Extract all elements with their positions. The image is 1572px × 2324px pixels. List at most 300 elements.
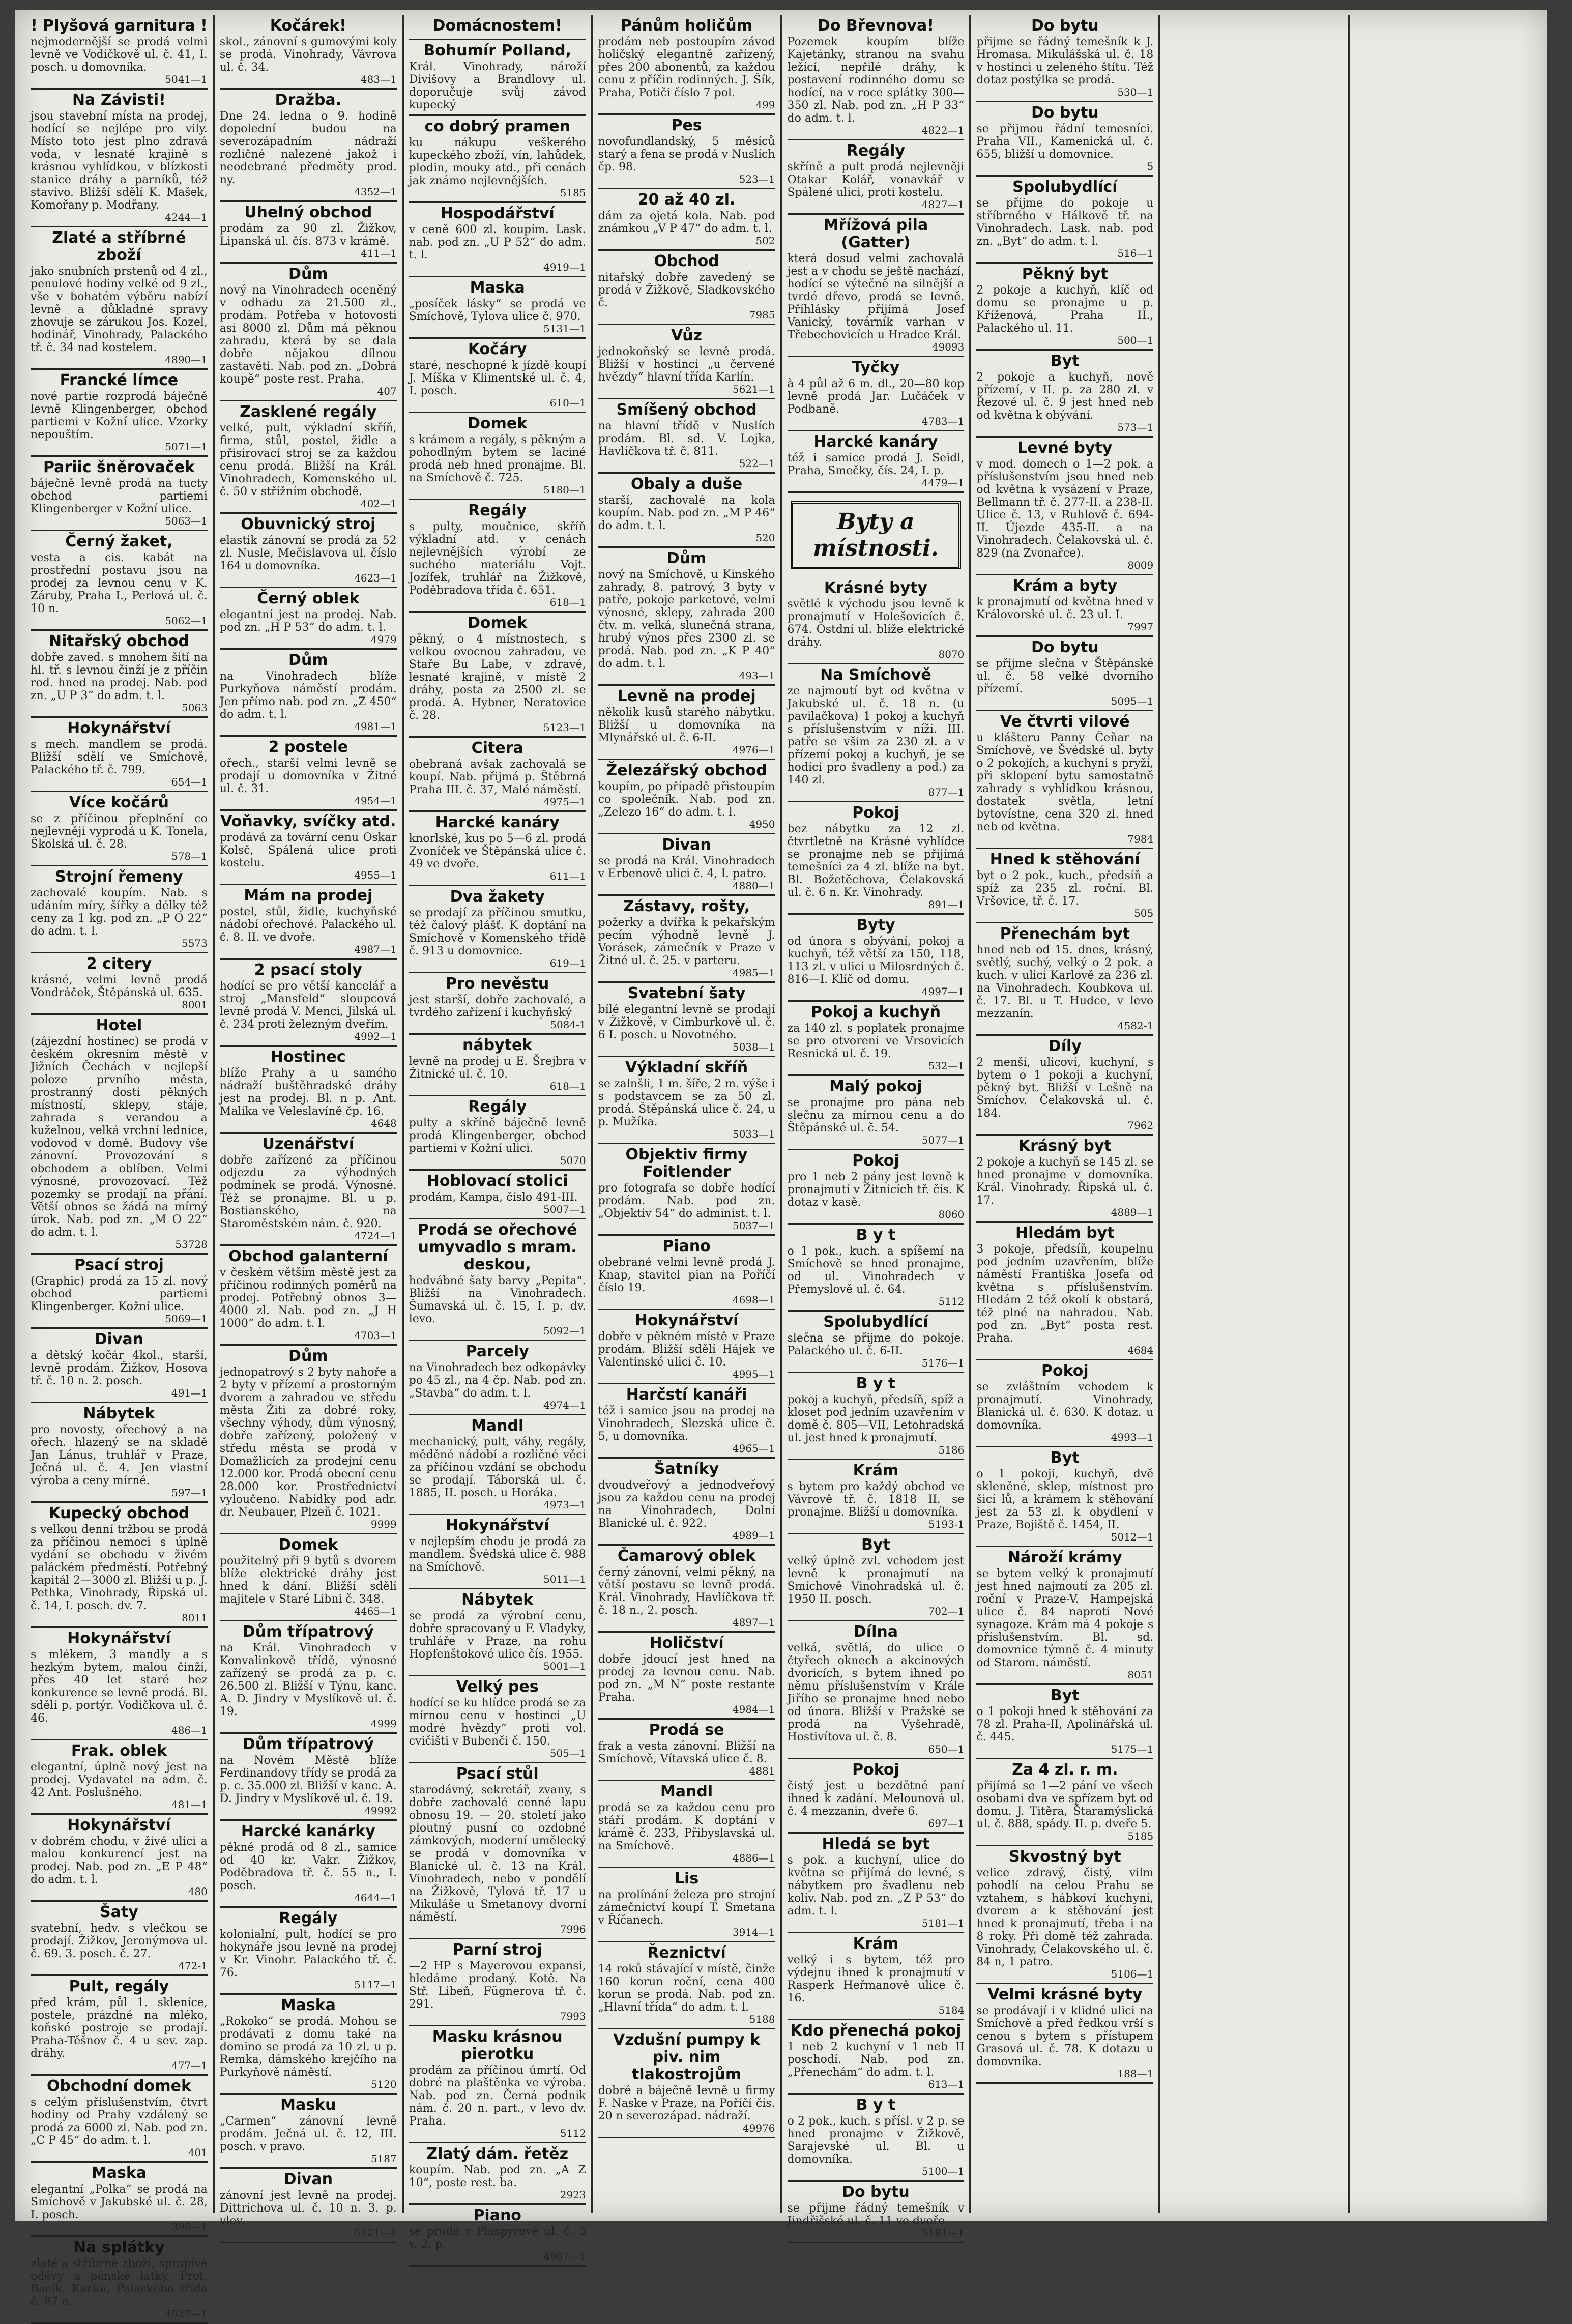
column-8	[1350, 15, 1539, 2213]
ad-reference-number: 5121—1	[354, 2227, 397, 2239]
ad-reference-number: 5033—1	[732, 1128, 775, 1140]
ad-reference-number: 4880—1	[732, 880, 775, 892]
classified-ad	[976, 264, 1153, 351]
ad-title: Dům třípatrový	[242, 1623, 374, 1641]
classified-ad	[788, 1076, 965, 1150]
ad-text: postel, stůl, židle, kuchyňské nádobí ořechové. Palackého ul. č. 8. II. ve dvoře.	[219, 906, 397, 944]
column-6	[971, 15, 1160, 2213]
ad-reference-number: 5621—1	[732, 383, 775, 395]
ad-reference-number: 5077—1	[921, 1134, 965, 1146]
ad-text: se z příčinou přeplnění co nejlevněji vyprodá u K. Tonela, Školská ul. č. 28.	[31, 812, 208, 851]
ad-text: „posíček lásky“ se prodá ve Smíchově, Tylova ulice č. 970.	[409, 298, 586, 323]
classified-ad	[31, 1255, 208, 1329]
ad-reference-number: 5193-1	[928, 1518, 965, 1530]
classified-ad	[409, 413, 586, 500]
ad-reference-number: 523—1	[739, 173, 775, 185]
ad-text: novofundlandský, 5 měsíců starý a fena se prodá v Nuslích čp. 98.	[598, 135, 775, 173]
ad-title: Krám a byty	[1012, 577, 1118, 595]
ad-reference-number: 8011	[181, 1612, 208, 1624]
ad-reference-number: 480	[188, 1885, 208, 1898]
ad-text: se zalnšli, 1 m. šíře, 2 m. výše i s podstavcem se za 50 zl. prodá. Štěpánská ulice č. 24, u p. Mužíka.	[598, 1078, 775, 1128]
classified-ad	[598, 548, 775, 686]
classified-ad	[598, 1057, 775, 1144]
column-4	[593, 15, 782, 2213]
ad-title: Harcké kanárky	[241, 1822, 375, 1840]
classified-ad	[976, 15, 1153, 102]
ad-title: Divan	[662, 836, 711, 854]
ad-title: Více kočárů	[69, 794, 169, 811]
ad-title: Frak. oblek	[71, 1742, 167, 1760]
ad-title: B y t	[856, 2096, 896, 2114]
classified-ad	[976, 1685, 1153, 1759]
ad-reference-number: 5038—1	[732, 1041, 775, 1053]
ad-reference-number: 8070	[938, 648, 965, 660]
ad-title: Díly	[1048, 1037, 1082, 1055]
ad-text: Král. Vinohrady, nároží Divišovy a Brandlovy ul. doporučuje svůj závod kupecký	[409, 61, 586, 111]
ad-title: Zlatý dám. řetěz	[426, 2145, 569, 2163]
classified-ad	[220, 1821, 397, 1908]
ad-reference-number: 49976	[742, 2122, 775, 2134]
ad-reference-number: 618—1	[549, 596, 586, 608]
ad-text: prodám za 90 zl. Žižkov, Lipanská ul. čís. 873 v krámě.	[219, 222, 397, 248]
ad-text: prodává za tovární cenu Oskar Kolsč, Spálená ulice proti kostelu.	[219, 831, 397, 869]
classified-ad	[220, 1734, 397, 1821]
ad-text: se prodá za výrobní cenu, dobře spracovaný u F. Vladyky, truhláře v Praze, na rohu Hopfenštokové ulice čís. 1955.	[409, 1610, 586, 1661]
ad-reference-number: 5041—1	[165, 73, 208, 85]
classified-ad	[788, 1834, 965, 1933]
ad-reference-number: 4724—1	[354, 1230, 397, 1242]
ad-title: Masku krásnou pierotku	[432, 2028, 563, 2063]
ad-title: Citera	[471, 739, 523, 757]
ad-title: 2 postele	[268, 738, 348, 756]
ad-text: jako snubních prstenů od 4 zl., penulové hodiny velké od 9 zl., vše v bohatém výběru nabízí levně a důkladné spravy zhovuje se zárukou Jos. Kozel, hodinář, Vinohrady, Palackého tř. č. 34 nad kostelem.	[31, 265, 208, 354]
ad-reference-number: 619—1	[549, 957, 586, 969]
ad-title: Hotel	[96, 1016, 142, 1034]
ad-title: Byt	[1050, 1687, 1080, 1704]
ad-text: v dobrém chodu, v živé ulici a malou konkurencí jest na prodej. Nab. pod zn. „E P 48“ do adm. t. l.	[31, 1835, 208, 1886]
ad-title: Čamarový oblek	[617, 1547, 756, 1565]
ad-title: Za 4 zl. r. m.	[1012, 1761, 1118, 1779]
ad-title: Krám	[853, 1462, 899, 1479]
ad-title: Přenechám byt	[1000, 925, 1130, 943]
ad-text: na hlavní třídě v Nuslích prodám. Bl. sd. V. Lojka, Havlíčkova tř. č. 811.	[598, 420, 775, 458]
ad-text: v mod. domech o 1—2 pok. a příslušenstvím jsou hned neb od května k vysázení v Praze, Bellmann tř. č. 277-II. a 238-II. Ulice č. 13, v Ruhlově č. 694-II. Újezde 435-II. a na Vinohradech. Čelakovská ul. č. 829 (na Zvonařce).	[976, 458, 1154, 560]
ad-title: Strojní řemeny	[55, 868, 183, 886]
classified-ad	[220, 811, 397, 885]
ad-reference-number: 4479—1	[921, 477, 965, 489]
ad-text: se prodávají i v klidné ulici na Smíchově a před ředkou vrší s cenou s bytem s přístupem Grasová ul. č. 78. K dotazu u domovníka.	[976, 2005, 1154, 2068]
classified-ad	[788, 140, 965, 215]
ad-title: Krásný byt	[1018, 1137, 1112, 1155]
ad-title: Smíšený obchod	[616, 401, 757, 419]
ad-title: Nároží krámy	[1007, 1549, 1122, 1566]
ad-reference-number: 4987—1	[354, 943, 397, 955]
ad-title: Hostinec	[270, 1048, 346, 1066]
ad-text: dobře zařízené za příčinou odjezdu za výhodných podmínek se prodá. Výnosné. Též se pronajme. Bl. u p. Bostianského, na Staroměstském nám. č. 920.	[219, 1154, 397, 1230]
classified-ad	[31, 1015, 208, 1255]
ad-text: 1 neb 2 kuchyní v 1 neb II poschodí. Nab. pod zn. „Přenechám“ do adm. t. l.	[787, 2041, 965, 2079]
classified-ad	[598, 251, 775, 325]
ad-title: Svatební šaty	[627, 984, 746, 1002]
ad-reference-number: 516—1	[1117, 247, 1154, 259]
classified-ad	[409, 812, 586, 886]
ad-reference-number: 486—1	[171, 1724, 208, 1736]
ad-text: se pronajme pro pána neb slečnu za mírnou cenu a do Štěpánské ul. č. 54.	[787, 1096, 965, 1135]
ad-text: s pok. a kuchyní, ulice do května se přijímá do levné, s nábytkem pro švadlenu neb kolív. Nab. pod zn. „Z P 53“ do adm. t. l.	[787, 1854, 965, 1918]
ad-reference-number: 5062—1	[165, 615, 208, 627]
ad-reference-number: 5181—1	[921, 2227, 965, 2239]
ad-text: starší, zachovalé na kola koupím. Nab. pod zn. „M P 46“ do adm. t. l.	[598, 494, 775, 532]
classified-ad	[598, 399, 775, 474]
classified-ad	[31, 1815, 208, 1902]
classified-ad	[31, 1628, 208, 1740]
ad-reference-number: 7962	[1127, 1119, 1154, 1131]
ad-reference-number: 477—1	[171, 2059, 208, 2072]
ad-text: dám za ojetá kola. Nab. pod známkou „V P 47“ do adm. t. l.	[598, 210, 775, 235]
ad-text: o 2 pok., kuch. s přísl. v 2 p. se hned pronajme v Žižkově, Sarajevské ul. Bl. u domovníka.	[787, 2115, 965, 2166]
classified-ad	[976, 711, 1153, 849]
ad-title: nábytek	[462, 1036, 533, 1054]
ad-text: prodám, Kampa, číslo 491-III.	[409, 1191, 578, 1204]
ad-reference-number: 4989—1	[732, 1529, 775, 1542]
ad-text: hodící se ku hlídce prodá se za mírnou cenu v hostinci „U modré hvězdy“ proti vol. cvičišti v Bubenči č. 150.	[409, 1697, 586, 1748]
ad-reference-number: 5071—1	[165, 441, 208, 453]
classified-ad	[788, 1759, 965, 1834]
ad-reference-number: 4987—1	[543, 2250, 586, 2262]
ad-reference-number: 5120	[370, 2078, 397, 2090]
ad-title: Pokoj	[852, 804, 899, 822]
ad-title: Harcké kanáry	[435, 814, 560, 831]
ad-title: Regály	[468, 1098, 527, 1116]
ad-reference-number: 500—1	[1117, 334, 1154, 346]
classified-ad	[598, 1781, 775, 1868]
ad-reference-number: 401	[188, 2146, 208, 2159]
ad-reference-number: 481—1	[171, 1798, 208, 1811]
classified-ad	[409, 1341, 586, 1415]
ad-title: Hledá se byt	[822, 1835, 930, 1853]
ad-text: zánovní jest levně na prodej. Dittrichova ul. č. 10 n. 3. p. vlev.	[219, 2189, 397, 2227]
ad-title: Domek	[468, 415, 528, 432]
classified-ad	[409, 500, 586, 613]
ad-title: Černý oblek	[257, 590, 360, 607]
ad-text: s velkou denní tržbou se prodá za příčinou nemoci s úplně vydání se obchodu v živém paláckém předměstí. Potřebný kapitál 2—3000 zl. Bližší u p. J. Pethka, Vinohrady, Řipská ul. č. 14, I. posch. dv. 7.	[31, 1523, 208, 1612]
ad-reference-number: 8060	[938, 1208, 965, 1221]
ad-reference-number: 505	[1134, 907, 1154, 919]
ad-reference-number: 5131—1	[543, 323, 586, 335]
ad-reference-number: 5112	[560, 2127, 586, 2139]
ad-text: na Novém Městě blíže Ferdinandovy třídy se prodá za p. c. 35.000 zl. Bližší v kanc. A. D. Jindry v Myslíkově ul. č. 19.	[219, 1754, 397, 1805]
ad-text: dobře zaved. s mnohem šití na hl. tř. s levnou činží je z příčin rod. hned na prodej. Nab. pod zn. „U P 3“ do adm. t. l.	[31, 651, 208, 702]
ad-title: Pes	[671, 117, 702, 134]
ad-title: Dílna	[853, 1623, 898, 1641]
column-5	[782, 15, 972, 2239]
classified-ad	[31, 718, 208, 792]
ad-reference-number: 5573	[181, 937, 208, 949]
ad-reference-number: 4973—1	[543, 1499, 586, 1511]
classified-ad	[976, 351, 1153, 438]
classified-ad	[220, 650, 397, 737]
ad-text: „Carmen“ zánovní levně prodám. Ječná ul. č. 12, III. posch. v pravo.	[219, 2115, 397, 2153]
classified-ad	[220, 1047, 397, 1134]
ad-reference-number: 5037—1	[732, 1219, 775, 1232]
classified-ad	[976, 1984, 1153, 2084]
ad-reference-number: 4465—1	[354, 1605, 397, 1617]
classified-ad	[220, 1246, 397, 1346]
classified-ad	[409, 116, 586, 203]
ad-text: světlé k východu jsou levně k pronajmutí v Holešovicích č. 674. Ostdní ul. blíže elektrické dráhy.	[787, 598, 965, 649]
classified-ad	[788, 431, 965, 493]
ad-title: Objektiv firmy Foitlender	[625, 1146, 748, 1181]
ad-text: u klášteru Panny Čeňar na Smíchově, ve Švédské ul. byty o 2 pokojích, a kuchyni s pryží, při sklopení bytu samostatně zahrady s vyhlídkou krásnou, dostatek světla, letní bytovístne, cena 320 zl. hned neb od května.	[976, 732, 1154, 833]
ad-text: obebrané velmi levně prodá J. Knap, stavitel pian na Poříčí číslo 19.	[598, 1256, 775, 1294]
ad-title: ! Plyšová garnitura !	[31, 17, 208, 35]
ad-title: Psací stůl	[456, 1765, 539, 1783]
ad-title: B y t	[856, 1226, 896, 1244]
ad-reference-number: 8001	[181, 999, 208, 1011]
ad-text: à 4 půl až 6 m. dl., 20—80 kop levně prodá Jar. Lučáček v Podbaně.	[787, 377, 965, 416]
ad-reference-number: 5063	[181, 702, 208, 714]
ad-title: Nitařský obchod	[48, 632, 189, 650]
classified-ad	[598, 474, 775, 548]
ad-reference-number: 5070	[560, 1154, 586, 1167]
ad-text: vesta a cis. kabát na prostřední postavu jsou na prodej za levnou cenu v K. Záruby, Praha I., Perlová ul. č. 10 n.	[31, 551, 208, 615]
ad-text: 2 pokoje a kuchyň, klíč od domu se pronajme u p. Kříženová, Praha II., Palackého ul. 11.	[976, 284, 1154, 335]
ad-text: skol., zánovní s gumovými koly se prodá. Vinohrady, Vávrova ul. č. 34.	[219, 36, 397, 74]
ad-reference-number: 4527—1	[165, 2308, 208, 2320]
ad-reference-number: 702—1	[928, 1605, 965, 1617]
classified-ad	[409, 1415, 586, 1515]
ad-title: Do bytu	[1031, 638, 1099, 656]
ad-text: 14 roků stávající v místě, činže 160 korun roční, cena 400 korun se prodá. Nab. pod zn. „Hlavní třída“ do adm. t. l.	[598, 1963, 775, 2014]
classified-ad	[976, 1547, 1153, 1685]
ad-reference-number: 654—1	[171, 776, 208, 788]
ad-reference-number: 5012—1	[1111, 1531, 1154, 1543]
ad-text: prodá se za každou cenu pro stáří prodám. K doptání v krámě č. 233, Přibyslavská ul. na Smíchově.	[598, 1802, 775, 1852]
classified-ad	[598, 1720, 775, 1781]
classified-ad	[31, 90, 208, 227]
ad-title: Levně na prodej	[617, 687, 756, 705]
ad-title: Mám na prodej	[244, 887, 373, 905]
ad-text: v českém větším městě jest za příčinou rodinných poměrů na prodej. Potřebný obnos 3—4000 zl. Nab. pod zn. „J H 1000“ do adm. t. l.	[219, 1266, 397, 1330]
ad-reference-number: 4698—1	[732, 1294, 775, 1306]
ad-reference-number: 4703—1	[354, 1329, 397, 1342]
ad-title: Psací stroj	[74, 1256, 164, 1274]
ad-reference-number: 530—1	[1117, 86, 1154, 98]
classified-ad	[976, 1136, 1153, 1223]
ad-reference-number: 5184	[938, 2004, 965, 2016]
ad-title: Maska	[470, 279, 525, 297]
ad-title: Dům třípatrový	[242, 1735, 374, 1753]
ad-text: k pronajmutí od května hned v Královorské ul. č. 23 ul. I.	[976, 596, 1154, 621]
ad-title: Malý pokoj	[829, 1078, 922, 1095]
ad-title: Maska	[91, 2164, 147, 2182]
ad-reference-number: 493—1	[739, 670, 775, 682]
classified-ad	[220, 202, 397, 264]
classified-ad	[409, 1939, 586, 2026]
ad-text: se prodá na Král. Vinohradech v Erbenově ulici č. 4, I. patro.	[598, 855, 775, 880]
classified-ad	[409, 973, 586, 1035]
ad-reference-number: 697—1	[928, 1817, 965, 1829]
ad-reference-number: 4997—1	[921, 985, 965, 998]
ad-title: Pariic šněrovaček	[43, 458, 195, 476]
ad-text: čistý jest u bezdětné paní ihned k zadání. Melounová ul. č. 4 mezzanin, dveře 6.	[787, 1780, 965, 1818]
ad-title: Dům	[288, 265, 328, 283]
ad-title: Harcké kanáry	[813, 433, 938, 451]
ad-title: Bohumír Polland,	[423, 42, 571, 60]
ad-text: ze najmoutí byt od května v Jakubské ul. č. 18 n. (u pavilačkova) 1 pokoj a kuchyň s příslušenstvím v níži. III. patře se všim za 230 zl. a v přízemí pokoj a kuchyň, je se hodící pro švadleny a pod.) za 140 zl.	[787, 685, 965, 787]
classified-ad	[788, 1225, 965, 1312]
classified-ad	[31, 792, 208, 866]
ad-title: Domek	[468, 614, 528, 632]
ad-text: slečna se přijme do pokoje. Palackého ul. č. 6-II.	[787, 1332, 965, 1357]
ad-title: co dobrý pramen	[424, 118, 571, 135]
ad-reference-number: 4822—1	[921, 124, 965, 136]
ad-reference-number: 611—1	[549, 870, 586, 882]
ad-text: pěkný, o 4 místnostech, s velkou ovocnou zahradou, ve Staře Bu Labe, v zdravé, lesnaté krajině, v místě 2 dráhy, posta za 2500 zl. se prodá. A. Hybner, Neratovice č. 28.	[409, 633, 586, 722]
ad-text: se prodá v Plaspyrově ul. č. 5 v. 2. p.	[409, 2225, 586, 2251]
ad-text: velká, světlá, do ulice o čtyřech oknech a akcinových dvoricích, s bytem ihned po němu příslušenstvím v Krále Jiřího se pronajme hned nebo od února. Bližší v Pražské se prodá na Vyšehradě, Hostivítova ul. č. 8.	[787, 1642, 965, 1744]
classified-ad	[598, 189, 775, 251]
classified-ad	[976, 1759, 1153, 1846]
ad-text: a dětský kočár 4kol., starší, levně prodám. Žižkov, Hosova tř. č. 10 n. 2. posch.	[31, 1349, 208, 1387]
ad-title: Domek	[278, 1536, 338, 1554]
ad-title: Obuvnický stroj	[241, 515, 376, 533]
classified-ad	[31, 2237, 208, 2324]
classified-ad	[598, 686, 775, 760]
ad-title: Maska	[280, 1996, 336, 2014]
ad-reference-number: 398—1	[171, 2221, 208, 2233]
ad-text: přijímá se 1—2 pání ve všech osobami dva ve spřízem byt od domu. J. Titěra, Štaramýslická ul. č. 888, spády. II. p. dveře 5.	[976, 1780, 1154, 1831]
ad-text: dvoudveřový a jednodveřový jsou za každou cenu na prodej na Vinohradech, Dolní Blanické ul. č. 922.	[598, 1479, 775, 1530]
ad-reference-number: 4582-1	[1117, 1020, 1154, 1032]
classified-ad	[788, 1150, 965, 1225]
ad-reference-number: 8051	[1127, 1669, 1154, 1681]
ad-title: Kdo přenechá pokoj	[790, 2022, 962, 2040]
ad-text: jest starší, dobře zachovalé, a tvrdého zařízení i kuchyňský	[409, 994, 586, 1019]
classified-ad	[31, 2076, 208, 2163]
ad-reference-number: 618—1	[549, 1080, 586, 1092]
ad-title: Obaly a duše	[630, 475, 743, 493]
ad-title: Byt	[1050, 1449, 1080, 1467]
ad-title: Zlaté a stříbrné zboží	[52, 229, 186, 264]
ad-text: skříně a pult prodá nejlevněji Otakar Kolář, vonavkář v Spálené ulici, proti kostelu.	[787, 161, 965, 199]
ad-reference-number: 472-1	[178, 1960, 208, 1972]
ad-reference-number: 522—1	[739, 457, 775, 470]
ad-text: jsou stavební místa na prodej, hodící se nejlépe pro vily. Místo toto jest plno zdravá voda, v lesnaté krajině s krásnou vyhlídkou, v blízkosti stanice dráhy a parníků, též stavivo. Bližší sdělí K. Mašek, Komořany p. Modřany.	[31, 110, 208, 212]
ad-reference-number: 9999	[370, 1518, 397, 1530]
ad-title: Šatníky	[654, 1460, 719, 1478]
ad-reference-number: 7996	[560, 1923, 586, 1935]
classified-ad	[220, 1534, 397, 1621]
ad-text: dobře v pěkném místě v Praze prodám. Bližší sdělí Hájek ve Valentinské ulici č. 10.	[598, 1330, 775, 1369]
ad-text: levně na prodej u E. Šrejbra v Žitnické ul. č. 10.	[409, 1055, 586, 1081]
ad-title: 20 až 40 zl.	[637, 191, 736, 209]
ad-title: Prodá se	[649, 1721, 724, 1739]
classified-ad	[788, 802, 965, 915]
ad-reference-number: 4993—1	[1111, 1431, 1154, 1443]
ad-title: Pokoj	[1041, 1362, 1089, 1380]
classified-ad	[598, 1459, 775, 1546]
ad-reference-number: 4985—1	[732, 967, 775, 979]
classified-ad	[31, 631, 208, 718]
ad-text: hned neb od 15. dnes, krásný, světlý, suchý, velký o 2 pok. a kuch. v ulici Karlově za 236 zl. na Vinohradech. Koubkova ul. č. 17. Bl. u T. Hudce, v levo mezzanín.	[976, 944, 1154, 1020]
ad-text: frak a vesta zánovní. Bližší na Smíchově, Vítavská ulice č. 8.	[598, 1740, 775, 1765]
ad-title: Ve čtvrti vilové	[1000, 713, 1130, 731]
ad-text: koupím, po případě přistoupím co společník. Nab. pod zn. „Zelezo 16“ do adm. t. l.	[598, 780, 775, 819]
ad-title: Pěkný byt	[1022, 265, 1108, 283]
column-7	[1160, 15, 1350, 2213]
classified-ad	[598, 760, 775, 834]
classified-ad	[598, 983, 775, 1057]
ad-text: hedvábné šaty barvy „Pepita“. Bližší na Vinohradech. Šumavská ul. č. 15, I. p. dv. levo.	[409, 1274, 586, 1325]
ad-text: obebraná avšak zachovalá se koupí. Nab. přijmá p. Štěbrná Praha III. č. 37, Malé náměstí.	[409, 758, 586, 796]
classified-ad	[220, 1995, 397, 2095]
classified-ad	[31, 1976, 208, 2076]
ad-title: Řeznictví	[647, 1944, 726, 1962]
classified-ad	[409, 613, 586, 738]
ad-title: Dům	[288, 651, 328, 669]
classified-ad	[31, 1403, 208, 1503]
ad-text: se bytem velký k pronajmutí jest hned najmoutí za 205 zl. roční v Praze-V. Hampejská ulice č. 84 naproti Nové synagoze. Krám má 4 pokoje s příslušenstvím. Bl. sd. domovnice týmně č. 4 minuty od Starom. náměstí.	[976, 1567, 1154, 1669]
ad-reference-number: 610—1	[549, 397, 586, 409]
ad-title: Zástavy, rošty,	[623, 897, 750, 915]
classified-ad	[220, 514, 397, 588]
classified-ad	[31, 2163, 208, 2237]
classified-ad	[598, 896, 775, 983]
ad-reference-number: 5187	[370, 2153, 397, 2165]
ad-reference-number: 5180—1	[543, 484, 586, 496]
ad-reference-number: 4897—1	[732, 1616, 775, 1629]
ad-title: Byty	[856, 916, 895, 934]
ad-title: Uzenářství	[262, 1135, 355, 1153]
ad-text: též i samice prodá J. Seidl, Praha, Smečky, čís. 24, I. p.	[787, 452, 965, 477]
ad-text: Dne 24. ledna o 9. hodině dopolední budou na severozápadním nádraží rozličné nalezené jakož i neodebrané předměty prod. ny.	[219, 110, 397, 186]
ad-text: bez nábytku za 12 zl. čtvrtletně na Krásné vyhlídce se pronajme neb se přijímá temešníci za 4 zl. blíže na byt. Bl. Božetěchova, Čelakovská ul. č. 6 n. Kr. Vinohrady.	[787, 823, 965, 899]
ad-reference-number: 4644—1	[354, 1892, 397, 1904]
ad-reference-number: 520	[755, 532, 775, 544]
ad-reference-number: 2923	[560, 2189, 586, 2201]
ad-title: Krám	[853, 1935, 899, 1953]
ad-text: se prodají za příčinou smutku, též čalový plášť. K doptání na Smíchově v Komenského třídě č. 913 u domovnice.	[409, 907, 586, 957]
ad-reference-number: 411—1	[360, 247, 397, 259]
ad-text: elegantní jest na prodej. Nab. pod zn. „H P 53“ do adm. t. l.	[219, 608, 397, 634]
ad-reference-number: 4886—1	[732, 1852, 775, 1864]
ad-text: která dosud velmi zachovalá jest a v chodu se ještě nachází, hodící se výtečně na silnější a tvrdé dřevo, prodá se levně. Příhlásky přijímá Josef Vanický, továrník varhan v Třebechovicích u Hradce Král.	[787, 252, 965, 341]
ad-text: s bytem pro každý obchod ve Vávrově tř. č. 1818 II. se pronajme. Bližší u domovníka.	[787, 1480, 965, 1519]
ad-reference-number: 5176—1	[921, 1357, 965, 1369]
ad-title: 2 psací stoly	[254, 961, 362, 979]
ad-text: 2 pokoje a kuchyň se 145 zl. se hned pronajme v domovníka. Král. Vinohrady. Řipská ul. č. 17.	[976, 1156, 1154, 1207]
classified-ad	[409, 339, 586, 413]
ad-text: s mech. mandlem se prodá. Bližší sdělí ve Smíchově, Palackého tř. č. 799.	[31, 738, 208, 776]
ad-text: černý zánovní, velmi pěkný, na větší postavu se levně prodá. Král. Vinohrady, Havlíčkova tř. č. 18 n., 2. posch.	[598, 1566, 775, 1617]
classified-ad	[788, 1534, 965, 1621]
ad-reference-number: 4995—1	[732, 1368, 775, 1380]
classified-ad	[409, 1035, 586, 1096]
ad-text: se přijme slečna v Štěpánské ul. č. 58 velké dvorního přízemí.	[976, 657, 1154, 695]
classified-ad	[598, 15, 775, 115]
classified-ad	[598, 1310, 775, 1384]
ad-title: Nábytek	[461, 1591, 534, 1609]
ad-reference-number: 4244—1	[165, 211, 208, 223]
classified-ad	[788, 1621, 965, 1759]
ad-title: Do bytu	[842, 2183, 910, 2201]
ad-title: B y t	[856, 1375, 896, 1392]
ad-reference-number: 4783—1	[921, 415, 965, 427]
ad-text: starodávný, sekretář, zvany, s dobře zachovalé cenné lapu obnosu 19. — 20. století jako ploutný pusní co ozdobné zámkových, moderní umělecký se prodá v domovníka v Blanické ul. č. 13 na Král. Vinohradech, nebo v pondělí na Žižkově, Tylová tř. 17 u Mikuláše u Smetanovy dvorní náměstí.	[409, 1784, 586, 1924]
ad-reference-number: 407	[377, 385, 397, 397]
ad-title: Kočárek!	[270, 17, 346, 35]
